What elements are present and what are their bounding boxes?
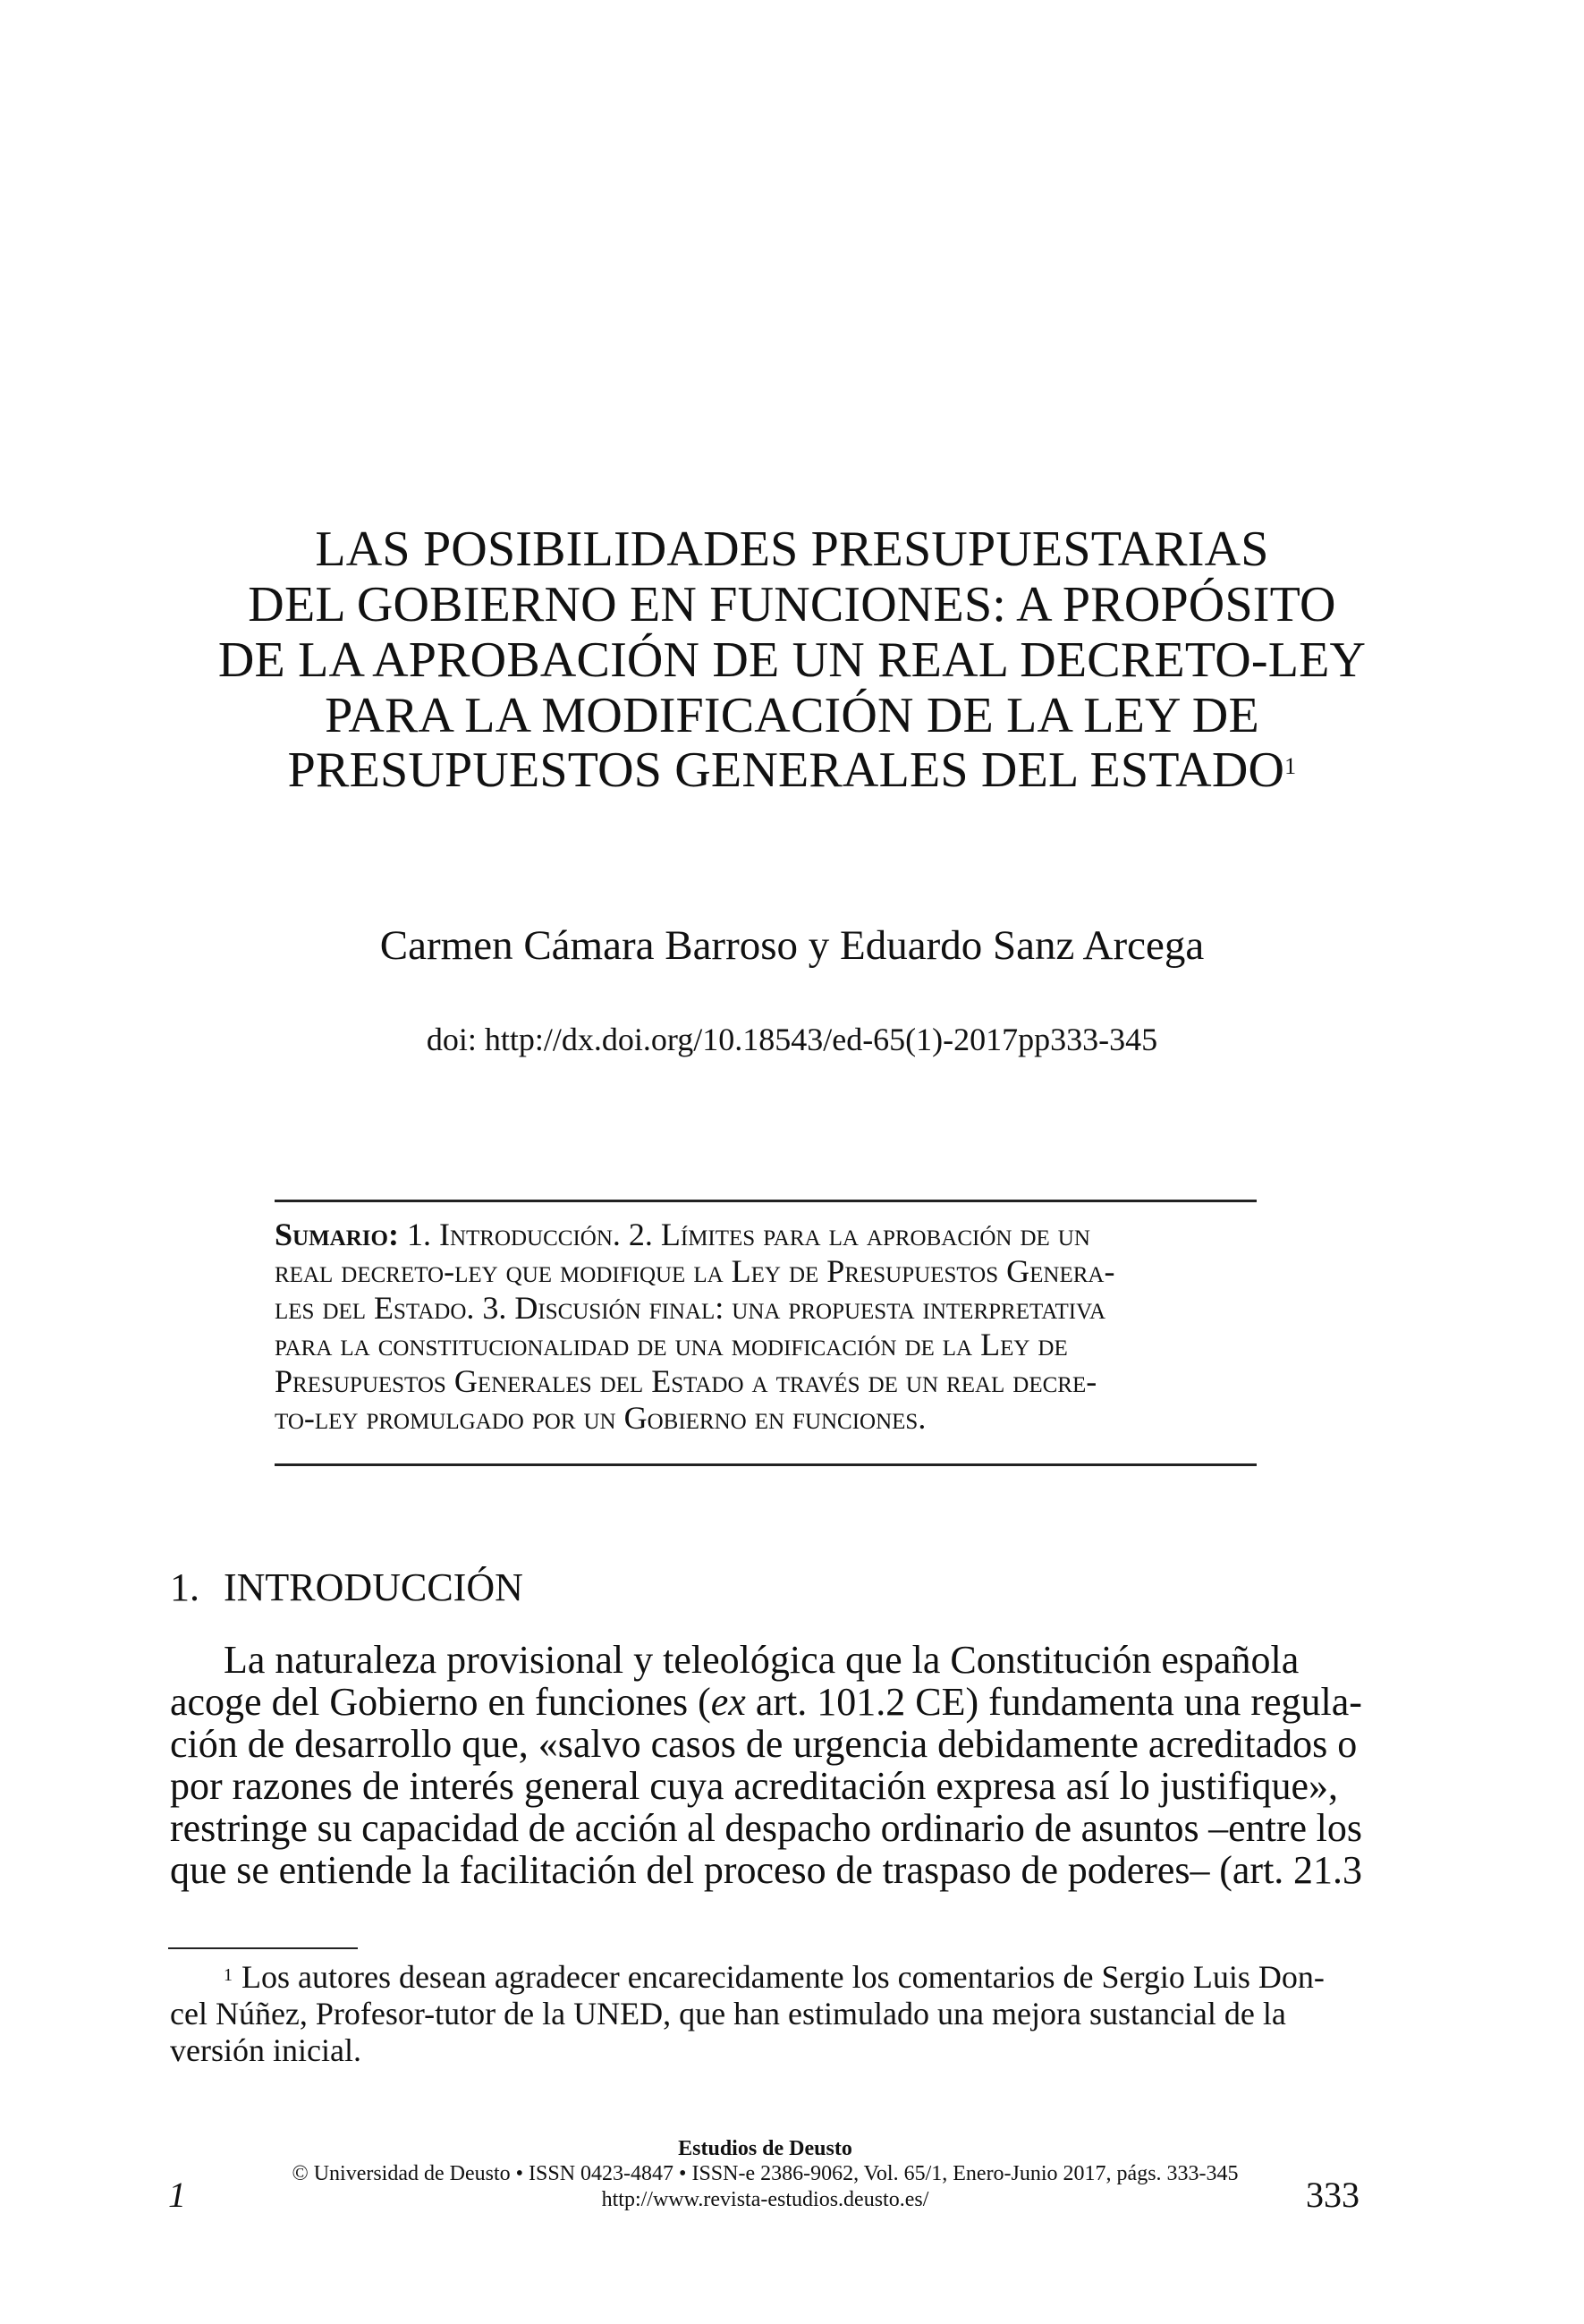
title-line-last — [0, 742, 1584, 798]
title-line: DE LA APROBACIÓN DE UN REAL DECRETO-LEY — [217, 632, 1367, 688]
footnote-line: versión inicial. — [170, 2032, 361, 2068]
body-text: art. 101.2 CE) fundamenta una regula- — [745, 1680, 1362, 1724]
summary-line — [275, 1218, 1257, 1251]
body-line: La naturaleza provisional y teleológica que la Constitución española — [224, 1638, 1300, 1682]
summary-bottom-rule — [275, 1463, 1257, 1466]
latin-term: ex — [710, 1680, 746, 1724]
summary-top-rule — [275, 1200, 1257, 1202]
footnote-mark: 1 — [224, 1965, 233, 1985]
doi-link[interactable]: doi: http://dx.doi.org/10.18543/ed-65(1)-2017pp333-345 — [426, 1022, 1158, 1057]
authors: Carmen Cámara Barroso y Eduardo Sanz Arcega — [379, 922, 1205, 969]
page-number: 333 — [1306, 2175, 1360, 2215]
section-title: INTRODUCCIÓN — [224, 1565, 523, 1609]
summary-line-text: 1. Introducción. 2. Límites para la aprobación de un — [398, 1217, 1090, 1252]
summary-line: Presupuestos Generales del Estado a través de un real decre- — [275, 1363, 1097, 1399]
summary-line: real decreto-ley que modifique la Ley de Presupuestos Genera- — [275, 1253, 1115, 1289]
footnote-line — [224, 1961, 1362, 1993]
summary-line: para la constitucionalidad de una modificación de la Ley de — [275, 1327, 1068, 1362]
footer-url[interactable]: http://www.revista-estudios.deusto.es/ — [601, 2188, 929, 2211]
body-line — [170, 1680, 1362, 1724]
summary-label: Sumario: — [275, 1217, 399, 1252]
title-line: LAS POSIBILIDADES PRESUPUESTARIAS — [315, 522, 1269, 577]
footer-journal-name: Estudios de Deusto — [678, 2137, 852, 2160]
footer-copyright: © Universidad de Deusto • ISSN 0423-4847 • ISSN-e 2386-9062, Vol. 65/1, Enero-Junio 2017, págs. 333-345 — [292, 2162, 1239, 2185]
section-number: 1. — [170, 1565, 199, 1609]
footnote-text: Los autores desean agradecer encarecidamente los comentarios de Sergio Luis Don- — [241, 1959, 1325, 1995]
summary-line: les del Estado. 3. Discusión final: una propuesta interpretativa — [275, 1290, 1106, 1326]
body-line: restringe su capacidad de acción al despacho ordinario de asuntos –entre los — [170, 1806, 1362, 1850]
footnote-rule — [168, 1947, 358, 1949]
section-heading — [170, 1565, 523, 1609]
body-line: que se entiende la facilitación del proceso de traspaso de poderes– (art. 21.3 — [170, 1848, 1362, 1892]
summary-line: to-ley promulgado por un Gobierno en funciones. — [275, 1400, 927, 1436]
body-line: ción de desarrollo que, «salvo casos de urgencia debidamente acreditados o — [170, 1722, 1358, 1766]
body-line: por razones de interés general cuya acreditación expresa así lo justifique», — [170, 1764, 1338, 1808]
title-line: DEL GOBIERNO EN FUNCIONES: A PROPÓSITO — [248, 577, 1336, 632]
folio-marker: 1 — [168, 2175, 186, 2215]
footnote-reference[interactable]: 1 — [1284, 753, 1297, 779]
body-text: acoge del Gobierno en funciones ( — [170, 1680, 711, 1724]
title-line-text: PRESUPUESTOS GENERALES DEL ESTADO — [287, 742, 1285, 798]
footnote-line: cel Núñez, Profesor-tutor de la UNED, que han estimulado una mejora sustancial de la — [170, 1996, 1286, 2031]
title-line: PARA LA MODIFICACIÓN DE LA LEY DE — [325, 688, 1259, 743]
